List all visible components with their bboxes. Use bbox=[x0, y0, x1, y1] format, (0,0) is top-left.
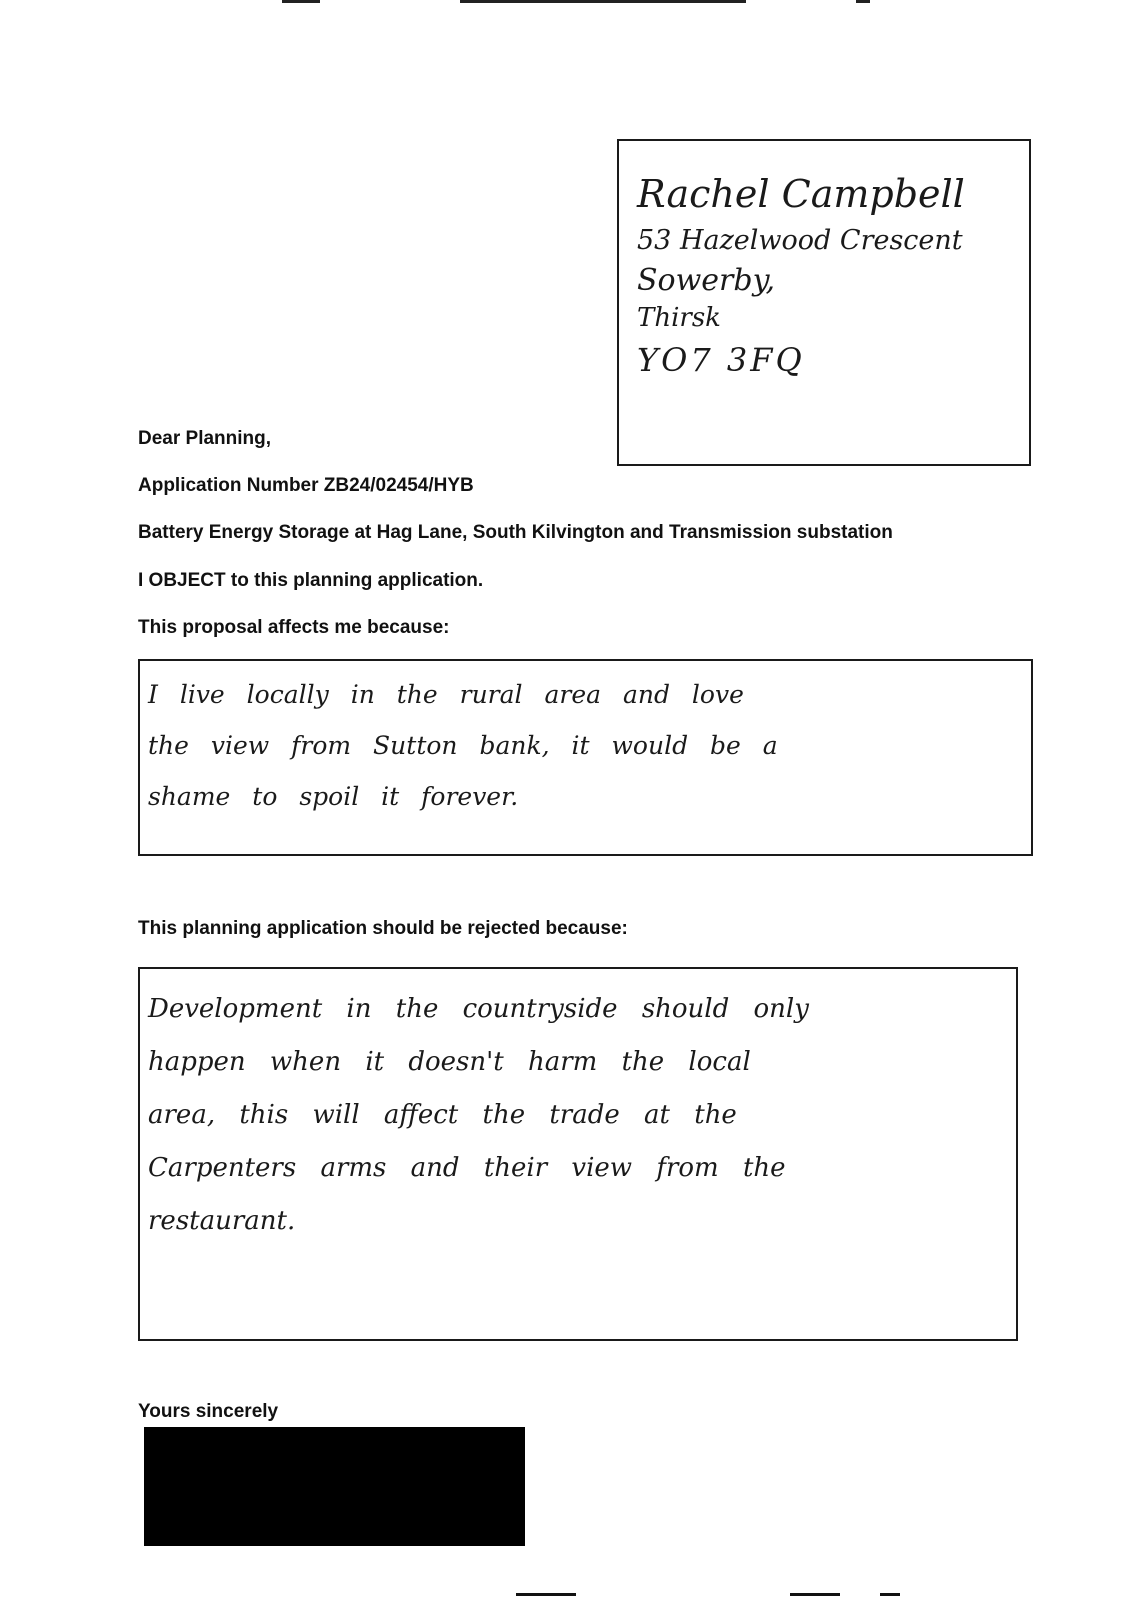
affects-line: I live locally in the rural area and love bbox=[148, 680, 744, 709]
sender-name: Rachel Campbell bbox=[637, 172, 965, 216]
sender-village: Sowerby, bbox=[637, 263, 776, 298]
scan-artifact bbox=[880, 1593, 900, 1596]
scan-artifact bbox=[460, 0, 746, 3]
application-number: Application Number ZB24/02454/HYB bbox=[138, 475, 474, 496]
closing: Yours sincerely bbox=[138, 1401, 279, 1422]
rejected-label: This planning application should be rejected because: bbox=[138, 918, 628, 939]
rejected-line: Development in the countryside should only bbox=[148, 994, 809, 1024]
rejected-line: restaurant. bbox=[148, 1206, 296, 1236]
rejected-response-box bbox=[138, 967, 1018, 1341]
sender-address-box bbox=[617, 139, 1031, 466]
scan-artifact bbox=[790, 1593, 840, 1596]
scan-artifact bbox=[856, 0, 870, 3]
sender-town: Thirsk bbox=[637, 303, 721, 333]
rejected-line: happen when it doesn't harm the local bbox=[148, 1047, 751, 1077]
signature-redaction bbox=[144, 1427, 525, 1546]
scan-artifact bbox=[282, 0, 320, 3]
affects-response-box bbox=[138, 659, 1033, 856]
objection-statement: I OBJECT to this planning application. bbox=[138, 570, 484, 591]
rejected-line: Carpenters arms and their view from the bbox=[148, 1153, 786, 1183]
affects-line: shame to spoil it forever. bbox=[148, 782, 519, 811]
affects-line: the view from Sutton bank, it would be a bbox=[148, 731, 778, 760]
sender-postcode: YO7 3FQ bbox=[637, 341, 805, 379]
sender-street: 53 Hazelwood Crescent bbox=[637, 225, 963, 256]
salutation: Dear Planning, bbox=[138, 428, 272, 449]
rejected-line: area, this will affect the trade at the bbox=[148, 1100, 737, 1130]
application-subject: Battery Energy Storage at Hag Lane, South Kilvington and Transmission substation bbox=[138, 522, 893, 543]
scan-artifact bbox=[516, 1593, 576, 1596]
affects-label: This proposal affects me because: bbox=[138, 617, 450, 638]
